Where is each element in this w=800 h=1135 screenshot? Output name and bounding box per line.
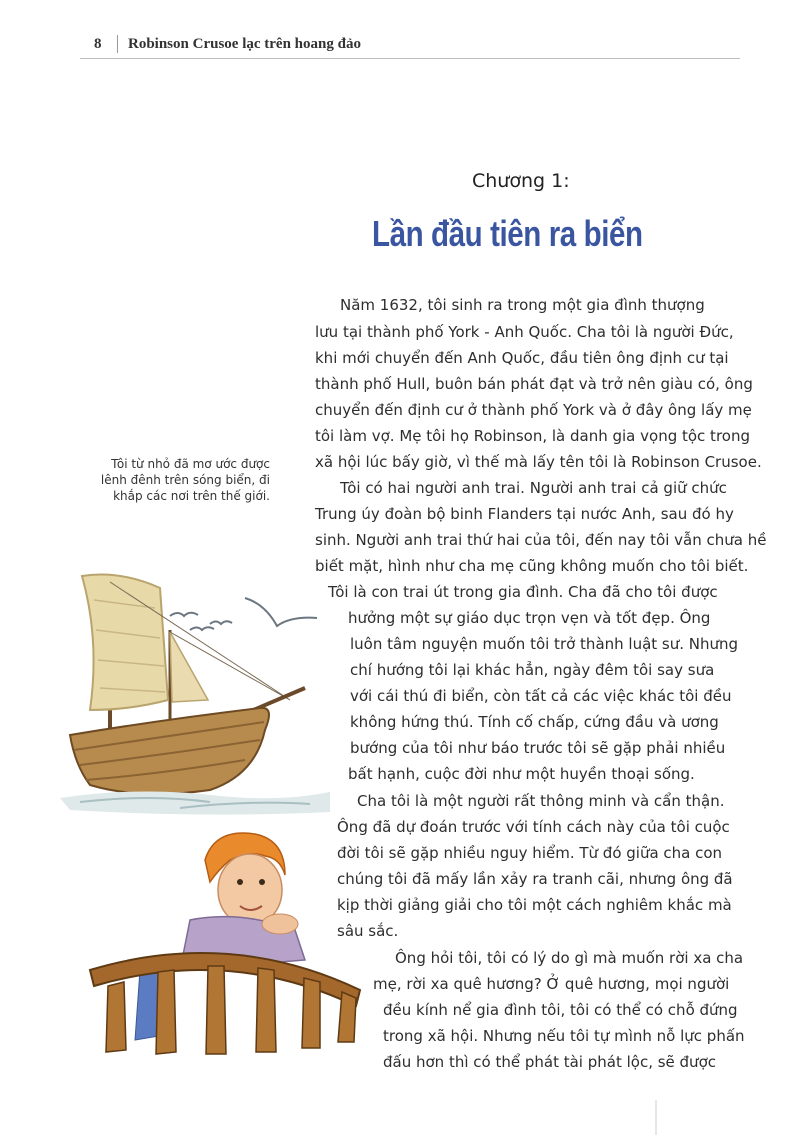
body-line: Cha tôi là một người rất thông minh và cẩn thận. — [357, 792, 725, 810]
body-line: lưu tại thành phố York - Anh Quốc. Cha tôi là người Đức, — [315, 323, 734, 341]
body-line: bướng của tôi như báo trước tôi sẽ gặp phải nhiều — [350, 739, 726, 757]
chapter-title: Lần đầu tiên ra biển — [372, 213, 643, 254]
header-separator — [117, 35, 118, 53]
body-line: tôi làm vợ. Mẹ tôi họ Robinson, là danh gia vọng tộc trong — [315, 427, 750, 445]
body-line: mẹ, rời xa quê hương? Ở quê hương, mọi người — [373, 975, 730, 993]
page-gutter-mark — [655, 1100, 657, 1135]
body-line: không hứng thú. Tính cố chấp, cứng đầu và ương — [350, 713, 719, 731]
body-line: với cái thú đi biển, còn tất cả các việc khác tôi đều — [350, 687, 732, 705]
caption-line: Tôi từ nhỏ đã mơ ước được — [111, 457, 270, 471]
body-line: luôn tâm nguyện muốn tôi trở thành luật sư. Nhưng — [350, 635, 739, 653]
body-line: Tôi là con trai út trong gia đình. Cha đã cho tôi được — [328, 583, 718, 601]
body-line: chí hướng tôi lại khác hẳn, ngày đêm tôi say sưa — [350, 661, 715, 679]
body-line: trong xã hội. Nhưng nếu tôi tự mình nỗ lực phấn — [383, 1027, 745, 1045]
body-line: hưởng một sự giáo dục trọn vẹn và tốt đẹp. Ông — [348, 609, 711, 627]
body-line: khi mới chuyển đến Anh Quốc, đầu tiên ông định cư tại — [315, 349, 729, 367]
body-line: chúng tôi đã mấy lần xảy ra tranh cãi, nhưng ông đã — [337, 870, 733, 888]
body-line: xã hội lúc bấy giờ, vì thế mà lấy tên tôi là Robinson Crusoe. — [315, 453, 762, 471]
body-line: đều kính nể gia đình tôi, tôi có thể có chỗ đứng — [383, 1001, 738, 1019]
body-line: Ông hỏi tôi, tôi có lý do gì mà muốn rời xa cha — [395, 949, 744, 967]
running-title: Robinson Crusoe lạc trên hoang đảo — [128, 36, 361, 52]
body-line: Ông đã dự đoán trước với tính cách này của tôi cuộc — [337, 818, 730, 836]
caption-line: khắp các nơi trên thế giới. — [113, 489, 270, 503]
illustration-caption — [80, 456, 270, 504]
body-line: thành phố Hull, buôn bán phát đạt và trở nên giàu có, ông — [315, 375, 753, 393]
caption-line: lênh đênh trên sóng biển, đi — [100, 473, 270, 487]
body-line: đời tôi sẽ gặp nhiều nguy hiểm. Từ đó giữa cha con — [337, 844, 723, 862]
body-line: Năm 1632, tôi sinh ra trong một gia đình thượng — [340, 296, 705, 314]
body-line: Trung úy đoàn bộ binh Flanders tại nước Anh, sau đó hy — [315, 505, 734, 523]
page-number: 8 — [94, 36, 102, 52]
body-line: kịp thời giảng giải cho tôi một cách nghiêm khắc mà — [337, 896, 732, 914]
body-line: Tôi có hai người anh trai. Người anh trai cả giữ chức — [340, 479, 727, 497]
body-line: sinh. Người anh trai thứ hai của tôi, đến nay tôi vẫn chưa hề — [315, 531, 767, 549]
page-header — [80, 30, 740, 59]
chapter-label: Chương 1: — [472, 170, 570, 192]
body-line: biết mặt, hình như cha mẹ cũng không muốn cho tôi biết. — [315, 557, 749, 575]
body-line: bất hạnh, cuộc đời như một huyền thoại sống. — [348, 765, 695, 783]
body-line: chuyển đến định cư ở thành phố York và ở đây ông lấy mẹ — [315, 401, 752, 419]
sailing-ship-illustration — [60, 560, 350, 820]
boy-on-balcony-illustration — [80, 820, 380, 1060]
body-line: đấu hơn thì có thể phát tài phát lộc, sẽ được — [383, 1053, 716, 1071]
body-line: sâu sắc. — [337, 922, 399, 940]
